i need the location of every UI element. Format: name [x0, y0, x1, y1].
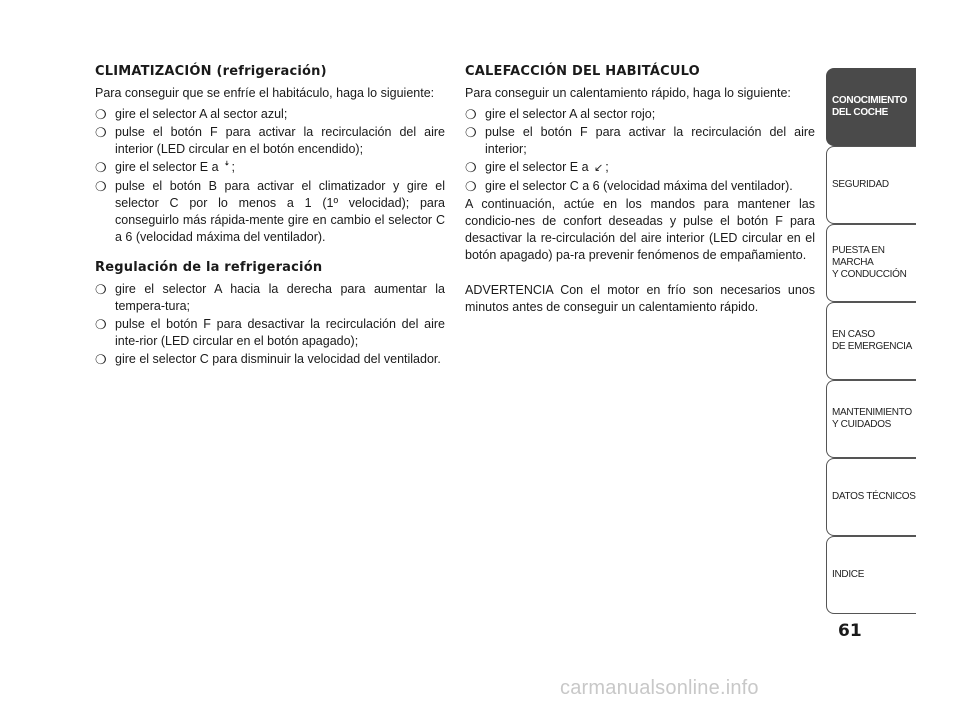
bullet-icon: ❍: [465, 179, 477, 194]
list-item: ❍ gire el selector C a 6 (velocidad máxima del ventilador).: [465, 179, 793, 194]
bullet-icon: ❍: [465, 125, 477, 140]
tab-conocimiento-del-coche[interactable]: CONOCIMIENTO DEL COCHE: [826, 68, 916, 146]
climatizacion-steps: [95, 106, 445, 246]
climatizacion-title: CLIMATIZACIÓN (refrigeración): [95, 64, 327, 79]
list-item: ❍ pulse el botón F para activar la recirculación del aire interior (LED circular en el botón encendido);: [95, 125, 445, 156]
tab-datos-tecnicos[interactable]: DATOS TÉCNICOS: [826, 458, 916, 536]
list-item: ❍ gire el selector E a ↙ ;: [465, 160, 609, 175]
bullet-icon: ❍: [95, 179, 107, 194]
left-column: [95, 64, 445, 369]
list-item: ❍ gire el selector A al sector rojo;: [465, 107, 656, 122]
regulacion-subtitle: Regulación de la refrigeración: [95, 260, 323, 275]
regulacion-steps: [95, 281, 445, 368]
list-item: ❍ gire el selector C para disminuir la velocidad del ventilador.: [95, 352, 441, 367]
bullet-icon: ❍: [95, 282, 107, 297]
tab-indice[interactable]: INDICE: [826, 536, 916, 614]
right-column: [465, 64, 815, 320]
tab-seguridad[interactable]: SEGURIDAD: [826, 146, 916, 224]
bullet-icon: ❍: [95, 107, 107, 122]
list-item: ❍ gire el selector A al sector azul;: [95, 107, 288, 122]
list-item: ❍ pulse el botón F para desactivar la recirculación del aire inte-rior (LED circular en el botón apagado);: [95, 317, 445, 348]
list-item: ❍ pulse el botón B para activar el climatizador y gire el selector C por lo menos a 1 (1º velocidad); para conseguirlo más rápida-mente gire en cambio el selector C a 6 (velocidad máxima del ventilador).: [95, 179, 445, 244]
tab-puesta-en-marcha[interactable]: PUESTA EN MARCHA Y CONDUCCIÓN: [826, 224, 916, 302]
page-number: 61: [838, 621, 862, 641]
section-tabs: [826, 68, 916, 614]
watermark: carmanualsonline.info: [560, 677, 759, 699]
advertencia-paragraph: ADVERTENCIA Con el motor en frío son necesarios unos minutos antes de conseguir un calentamiento rápido.: [465, 283, 815, 314]
tab-mantenimiento[interactable]: MANTENIMIENTO Y CUIDADOS: [826, 380, 916, 458]
floor-vent-icon: ↙: [594, 162, 604, 174]
list-item: ❍ gire el selector A hacia la derecha para aumentar la tempera-tura;: [95, 282, 445, 313]
bullet-icon: ❍: [95, 352, 107, 367]
list-item: ❍ gire el selector E a ꜜ ;: [95, 160, 235, 175]
bullet-icon: ❍: [95, 125, 107, 140]
climatizacion-intro: Para conseguir que se enfríe el habitáculo, haga lo siguiente:: [95, 86, 435, 100]
bullet-icon: ❍: [95, 160, 107, 175]
calefaccion-title: CALEFACCIÓN DEL HABITÁCULO: [465, 64, 700, 79]
list-item: ❍ pulse el botón F para activar la recirculación del aire interior;: [465, 125, 815, 156]
bullet-icon: ❍: [465, 107, 477, 122]
calefaccion-intro: Para conseguir un calentamiento rápido, haga lo siguiente:: [465, 86, 791, 100]
air-vent-icon: ꜜ: [224, 162, 230, 174]
bullet-icon: ❍: [465, 160, 477, 175]
calefaccion-paragraph: A continuación, actúe en los mandos para mantener las condicio-nes de confort deseadas y pulse el botón F para desactivar la re-circulación del aire interior (LED circular en el botón apagado) pa-ra prevenir fenómenos de empañamiento.: [465, 197, 815, 262]
calefaccion-steps: [465, 106, 815, 195]
tab-en-caso-de-emergencia[interactable]: EN CASO DE EMERGENCIA: [826, 302, 916, 380]
bullet-icon: ❍: [95, 317, 107, 332]
